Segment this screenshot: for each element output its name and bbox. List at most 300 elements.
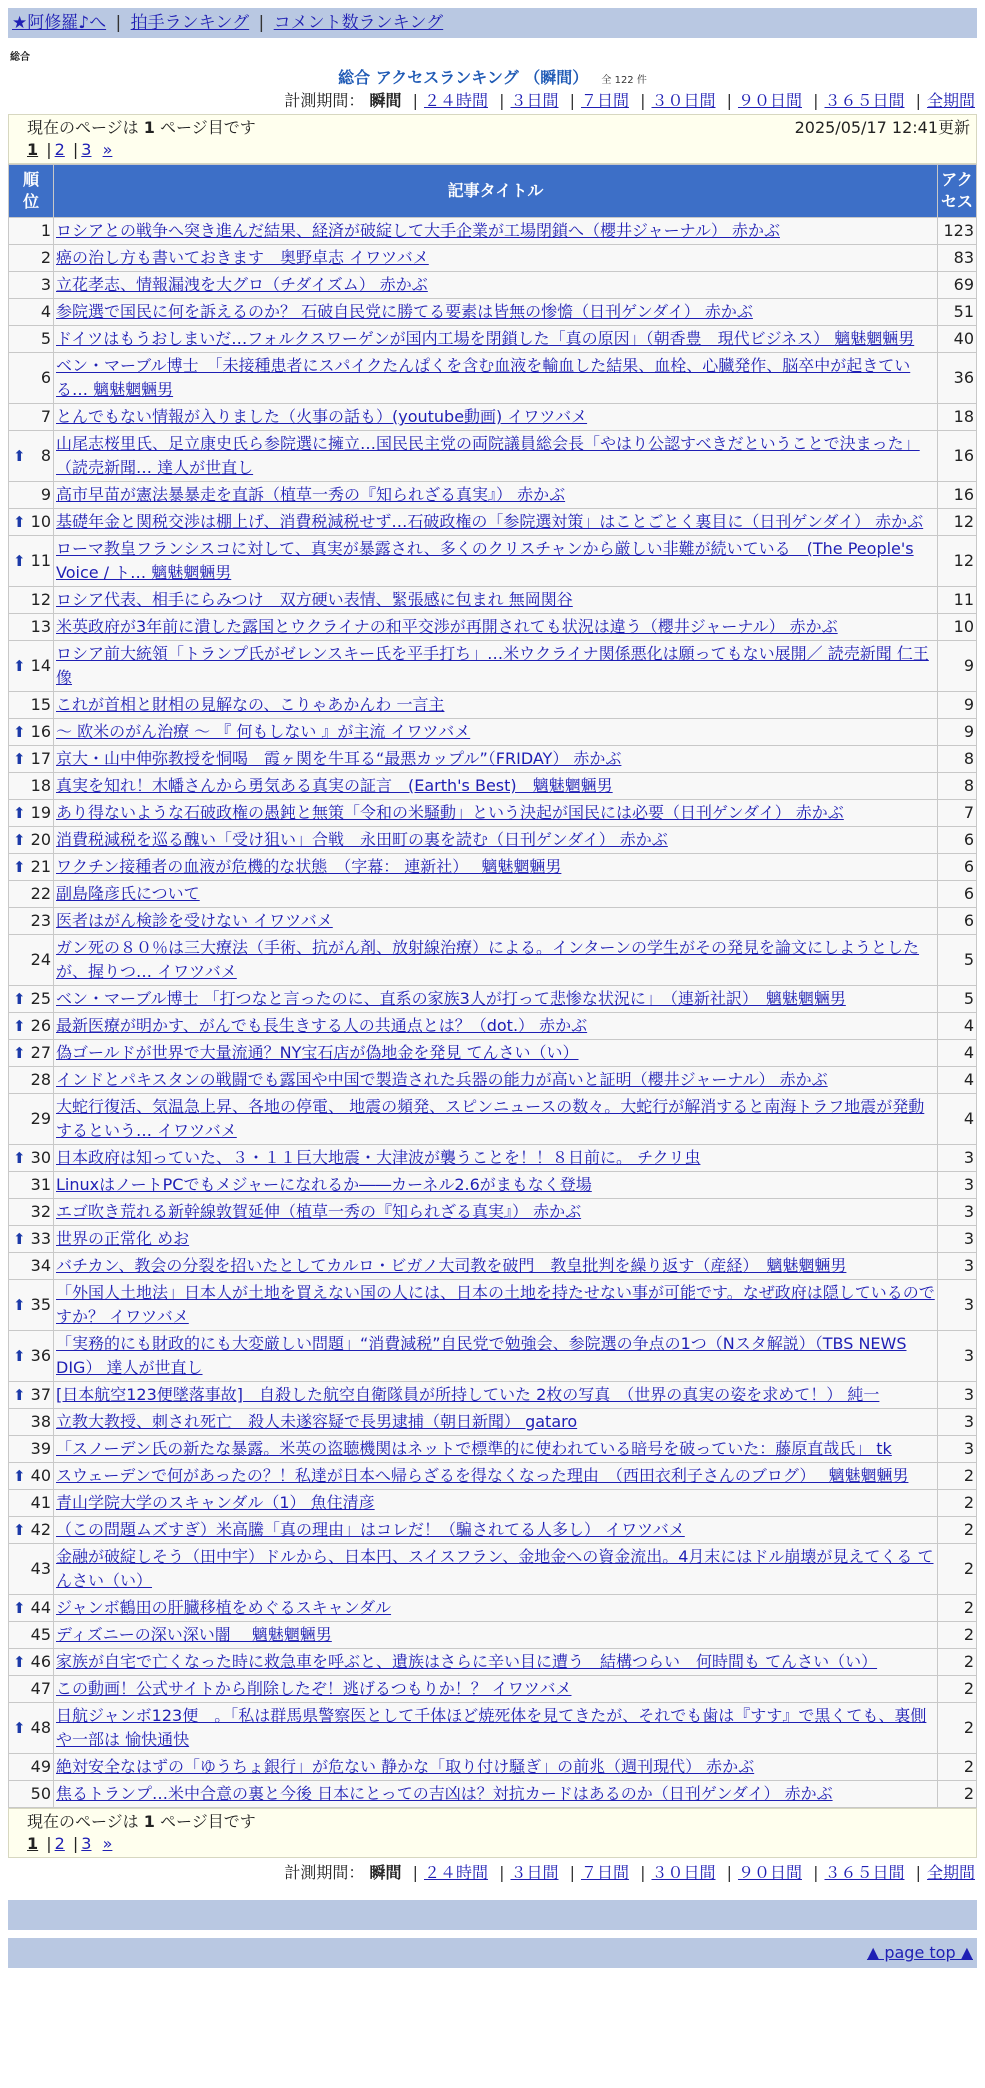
rank-number: 30 [30,1148,51,1167]
rank-cell [9,587,53,613]
page [0,8,985,2088]
period-link-30d[interactable]: ３０日間 [651,91,716,110]
title-cell [54,536,937,586]
article-title-link[interactable]: 「スノーデン氏の新たな暴露。米英の盗聴機関はネットで標準的に使われている暗号を破っていた：藤原直哉氏」 tk [56,1439,892,1458]
rank-cell [9,1253,53,1279]
title-cell [54,1490,937,1516]
table-row [9,1145,976,1171]
article-title-link[interactable]: ガン死の８０％は三大療法（手術、抗がん剤、放射線治療）による。インターンの学生がその発見を論文にしようとしたが、握りつ… イワツバメ [56,938,920,981]
table-row [9,509,976,535]
rank-cell [9,326,53,352]
article-title-link[interactable]: （この問題ムズすぎ）米高騰「真の理由」はコレだ！（騙されてる人多し） イワツバメ [56,1520,685,1539]
article-title-link[interactable]: ジャンボ鶴田の肝臓移植をめぐるスキャンダル [56,1598,392,1617]
access-count: 5 [938,986,976,1012]
access-count: 3 [938,1331,976,1381]
article-title-link[interactable]: この動画！公式サイトから削除したぞ！逃げるつもりか！？ イワツバメ [56,1679,572,1698]
article-title-link[interactable]: 偽ゴールドが世界で大量流通？NY宝石店が偽地金を発見 てんさい（い） [56,1043,579,1062]
article-title-link[interactable]: 大蛇行復活、気温急上昇、各地の停電、 地震の頻発、スピンニュースの数々。大蛇行が解消すると南海トラフ地震が発動するという… イワツバメ [56,1097,925,1140]
article-title-link[interactable]: 山尾志桜里氏、足立康史氏ら参院選に擁立…国民民主党の両院議員総会長「やはり公認すべきだということで決まった」（読売新聞… 達人が世直し [56,434,920,477]
title-cell [54,1226,937,1252]
rank-cell [9,773,53,799]
rank-number: 9 [40,485,51,504]
access-count: 2 [938,1463,976,1489]
page-link-3[interactable]: 3 [81,1834,92,1853]
access-count: 2 [938,1517,976,1543]
rank-number: 41 [30,1493,51,1512]
article-title-link[interactable]: 絶対安全なはずの「ゆうちょ銀行」が危ない 静かな「取り付け騒ぎ」の前兆（週刊現代） 赤かぶ [56,1757,755,1776]
rank-cell [9,1490,53,1516]
rank-cell [9,1094,53,1144]
table-row [9,1676,976,1702]
title-cell [54,908,937,934]
access-count: 2 [938,1544,976,1594]
period-link-365d[interactable]: ３６５日間 [824,91,905,110]
rank-number: 22 [30,884,51,903]
rank-number: 36 [30,1346,51,1365]
table-row [9,1781,976,1807]
table-row [9,1754,976,1780]
ranking-table [8,164,977,1808]
current-page-pre: 現在のページは [27,1812,144,1831]
article-title-link[interactable]: あり得ないような石破政権の愚鈍と無策「令和の米騒動」という決起が国民には必要（日刊ゲンダイ） 赤かぶ [56,803,844,822]
article-title-link[interactable]: バチカン、教会の分裂を招いたとしてカルロ・ビガノ大司教を破門 教皇批判を繰り返す（産経） 魑魅魍魎男 [56,1256,847,1275]
rank-cell [9,1172,53,1198]
access-count: 10 [938,614,976,640]
access-count: 6 [938,881,976,907]
page-link-3[interactable]: 3 [81,140,92,159]
article-title-link[interactable]: 立教大教授、刺され死亡 殺人未遂容疑で長男逮捕（朝日新聞） gataro [56,1412,578,1431]
header-rank-label: 順 位 [22,170,39,211]
article-title-link[interactable]: インドとパキスタンの戦闘でも露国や中国で製造された兵器の能力が高いと証明（櫻井ジャーナル） 赤かぶ [56,1070,828,1089]
period-link-all[interactable]: 全期間 [926,91,975,110]
title-cell [54,1145,937,1171]
rank-number: 23 [30,911,51,930]
title-cell [54,1280,937,1330]
access-count: 2 [938,1649,976,1675]
title-cell [54,1067,937,1093]
rank-cell [9,746,53,772]
ranking-title: 総合 アクセスランキング （瞬間） [338,68,589,87]
access-count: 6 [938,854,976,880]
title-cell [54,827,937,853]
title-cell [54,719,937,745]
table-row [9,800,976,826]
table-row [9,245,976,271]
rank-cell [9,1544,53,1594]
article-title-link[interactable]: ベン・マーブル博士 「未接種患者にスパイクたんぱくを含む血液を輸血した結果、血栓、心臓発作、脳卒中が起きている… 魑魅魍魎男 [56,356,911,399]
arrow-up-icon: ⬆ [13,831,26,849]
nav-link-asyura-home[interactable]: ★阿修羅♪へ [12,13,107,33]
title-cell [54,800,937,826]
table-row [9,1280,976,1330]
arrow-up-icon: ⬆ [13,1521,26,1539]
access-count: 2 [938,1676,976,1702]
arrow-up-icon: ⬆ [13,1719,26,1737]
current-page-post: ページ目です [154,118,256,137]
period-current: 瞬間 [369,91,402,110]
table-row [9,536,976,586]
rank-cell [9,986,53,1012]
rank-number: 37 [30,1385,51,1404]
page-link-2[interactable]: 2 [54,1834,65,1853]
table-row [9,641,976,691]
access-count: 8 [938,746,976,772]
article-title-link[interactable]: スウェーデンで何があったの？！私達が日本へ帰らざるを得なくなった理由 （西田衣利子さんのブログ） 魑魅魍魎男 [56,1466,909,1485]
access-count: 123 [938,218,976,244]
rank-number: 49 [30,1757,51,1776]
title-cell [54,1013,937,1039]
page-links: 1 | 2 | 3 » [27,140,113,159]
table-row [9,1409,976,1435]
article-title-link[interactable]: 日航ジャンボ123便 。「私は群馬県警察医として千体ほど焼死体を見てきたが、それでも歯は『すす』で黒くても、裏側や一部は 愉快通快 [56,1706,927,1749]
article-title-link[interactable]: LinuxはノートPCでもメジャーになれるか――カーネル2.6がまもなく登場 [56,1175,592,1194]
access-count: 36 [938,353,976,403]
article-title-link[interactable]: 焦るトランプ…米中合意の裏と今後 日本にとっての吉凶は？対抗カードはあるのか（日刊ゲンダイ） 赤かぶ [56,1784,833,1803]
rank-number: 48 [30,1718,51,1737]
arrow-up-icon: ⬆ [13,1044,26,1062]
title-cell [54,692,937,718]
table-row [9,218,976,244]
title-cell [54,881,937,907]
rank-number: 3 [40,275,51,294]
article-title-link[interactable]: 副島隆彦氏について [56,884,200,903]
title-cell [54,986,937,1012]
rank-number: 34 [30,1256,51,1275]
rank-number: 5 [40,329,51,348]
access-count: 3 [938,1382,976,1408]
rank-number: 27 [30,1043,51,1062]
article-title-link[interactable]: 家族が自宅で亡くなった時に救急車を呼ぶと、遺族はさらに辛い目に遭う 結構つらい 何時間も てんさい（い） [56,1652,878,1671]
rank-cell [9,881,53,907]
title-cell [54,1436,937,1462]
period-label: 計測期間： [284,1863,365,1882]
title-cell [54,218,937,244]
period-label: 計測期間： [284,91,365,110]
title-cell [54,1409,937,1435]
rank-cell [9,482,53,508]
table-row [9,299,976,325]
table-row [9,1436,976,1462]
rank-number: 10 [30,512,51,531]
article-title-link[interactable]: ベン・マーブル博士 「打つなと言ったのに、直系の家族3人が打って悲惨な状況に」 （連新社訳） 魑魅魍魎男 [56,989,846,1008]
title-cell [54,272,937,298]
title-cell [54,1040,937,1066]
table-row [9,881,976,907]
access-count: 4 [938,1013,976,1039]
article-title-link[interactable]: 参院選で国民に何を訴えるのか？ 石破自民党に勝てる要素は皆無の惨憺（日刊ゲンダイ） 赤かぶ [56,302,753,321]
ranking-heading [8,66,977,90]
article-title-link[interactable]: 「外国人土地法」日本人が土地を買えない国の人には、日本の土地を持たせない事が可能です。なぜ政府は隠しているのですか？ イワツバメ [56,1283,935,1326]
article-title-link[interactable]: 高市早苗が憲法暴暴走を直訴（植草一秀の『知られざる真実』） 赤かぶ [56,485,566,504]
period-link-3d[interactable]: ３日間 [510,91,559,110]
access-count: 69 [938,272,976,298]
article-title-link[interactable]: とんでもない情報が入りました（火事の話も）(youtube動画) イワツバメ [56,407,588,426]
access-count: 3 [938,1253,976,1279]
table-row [9,326,976,352]
title-cell [54,773,937,799]
top-nav-bar [8,8,977,38]
pager-top [8,114,977,164]
title-cell [54,641,937,691]
table-row [9,908,976,934]
period-link-7d[interactable]: ７日間 [580,91,629,110]
table-row [9,1331,976,1381]
table-row [9,854,976,880]
rank-cell [9,1382,53,1408]
period-link-90d[interactable]: ９０日間 [737,1863,802,1882]
access-count: 4 [938,1067,976,1093]
article-title-link[interactable]: 世界の正常化 めお [56,1229,190,1248]
access-count: 6 [938,908,976,934]
rank-number: 46 [30,1652,51,1671]
access-count: 9 [938,641,976,691]
title-cell [54,1382,937,1408]
article-title-link[interactable]: 「実務的にも財政的にも大変厳しい問題」“消費減税”自民党で勉強会、参院選の争点の1つ（Nスタ解説）（TBS NEWS DIG） 達人が世直し [56,1334,907,1377]
rank-cell [9,509,53,535]
table-row [9,1544,976,1594]
rank-cell [9,908,53,934]
period-link-30d[interactable]: ３０日間 [651,1863,716,1882]
title-cell [54,614,937,640]
rank-number: 45 [30,1625,51,1644]
rank-cell [9,1199,53,1225]
article-title-link[interactable]: ～ 欧米のがん治療 ～ 『 何もしない 』が主流 イワツバメ [56,722,471,741]
title-cell [54,1172,937,1198]
title-cell [54,1094,937,1144]
rank-cell [9,719,53,745]
rank-cell [9,1226,53,1252]
article-title-link[interactable]: ドイツはもうおしまいだ…フォルクスワーゲンが国内工場を閉鎖した「真の原因」（朝香豊 現代ビジネス） 魑魅魍魎男 [56,329,915,348]
header-access-label: アク セス [940,170,973,211]
title-cell [54,299,937,325]
article-title-link[interactable]: 金融が破綻しそう（田中宇）ドルから、日本円、スイスフラン、金地金への資金流出。4月末にはドル崩壊が見えてくる てんさい（い） [56,1547,934,1590]
table-row [9,431,976,481]
rank-cell [9,218,53,244]
rank-number: 32 [30,1202,51,1221]
rank-cell [9,299,53,325]
current-page-text [27,1811,976,1833]
category-label: 総合 [10,52,30,63]
article-title-link[interactable]: 最新医療が明かす、がんでも長生きする人の共通点とは？（dot.） 赤かぶ [56,1016,588,1035]
article-title-link[interactable]: 日本政府は知っていた、３・１１巨大地震・大津波が襲うことを！！８日前に。 チクリ虫 [56,1148,701,1167]
article-title-link[interactable]: [日本航空123便墜落事故] 自殺した航空自衛隊員が所持していた 2枚の写真 （世界の真実の姿を求めて！） 純一 [56,1385,880,1404]
article-title-link[interactable]: ローマ教皇フランシスコに対して、真実が暴露され、多くのクリスチャンから厳しい非難が続いている (The People's Voice / ト… 魑魅魍魎男 [56,539,914,582]
rank-number: 6 [40,368,51,387]
updated-timestamp: 2025/05/17 12:41更新 [794,118,970,137]
rank-cell [9,1067,53,1093]
access-count: 3 [938,1172,976,1198]
period-link-3d[interactable]: ３日間 [510,1863,559,1882]
title-cell [54,1676,937,1702]
page-link-next[interactable]: » [102,1834,113,1853]
access-count: 40 [938,326,976,352]
rank-number: 25 [30,989,51,1008]
rank-number: 21 [30,857,51,876]
title-cell [54,1649,937,1675]
title-cell [54,1331,937,1381]
rank-number: 44 [30,1598,51,1617]
period-link-24h[interactable]: ２４時間 [423,1863,488,1882]
article-title-link[interactable]: 京大・山中伸弥教授を恫喝 霞ヶ関を牛耳る“最悪カップル”（FRIDAY） 赤かぶ [56,749,622,768]
table-row [9,1199,976,1225]
access-count: 7 [938,800,976,826]
rank-number: 29 [30,1109,51,1128]
access-count: 12 [938,536,976,586]
page-top-link[interactable]: ▲ page top ▲ [866,1943,973,1962]
rank-cell [9,1013,53,1039]
rank-number: 26 [30,1016,51,1035]
table-row [9,827,976,853]
access-count: 2 [938,1622,976,1648]
rank-cell [9,1517,53,1543]
table-row [9,272,976,298]
rank-cell [9,1145,53,1171]
article-title-link[interactable]: 基礎年金と関税交渉は棚上げ、消費税減税せず…石破政権の「参院選対策」はことごとく裏目に（日刊ゲンダイ） 赤かぶ [56,512,924,531]
table-row [9,404,976,430]
title-cell [54,1463,937,1489]
article-title-link[interactable]: 米英政府が3年前に潰した露国とウクライナの和平交渉が再開されても状況は違う（櫻井ジャーナル） 赤かぶ [56,617,838,636]
article-title-link[interactable]: 癌の治し方も書いておきます 奥野卓志 イワツバメ [56,248,429,267]
rank-number: 28 [30,1070,51,1089]
arrow-up-icon: ⬆ [13,1386,26,1404]
access-count: 8 [938,773,976,799]
arrow-up-icon: ⬆ [13,990,26,1008]
title-cell [54,854,937,880]
rank-number: 15 [30,695,51,714]
rank-cell [9,431,53,481]
rank-cell [9,1409,53,1435]
rank-number: 43 [30,1559,51,1578]
current-page-number: 1 [143,1812,155,1831]
article-title-link[interactable]: 青山学院大学のスキャンダル（1） 魚住清彦 [56,1493,375,1512]
nav-separator: | [115,13,122,33]
title-cell [54,353,937,403]
rank-number: 38 [30,1412,51,1431]
access-count: 3 [938,1226,976,1252]
rank-number: 12 [30,590,51,609]
arrow-up-icon: ⬆ [13,1347,26,1365]
access-count: 3 [938,1436,976,1462]
article-title-link[interactable]: これが首相と財相の見解なの、こりゃあかんわ 一言主 [56,695,445,714]
rank-number: 31 [30,1175,51,1194]
arrow-up-icon: ⬆ [13,552,26,570]
table-row [9,1172,976,1198]
arrow-up-icon: ⬆ [13,1653,26,1671]
title-cell [54,1544,937,1594]
title-cell [54,1199,937,1225]
article-title-link[interactable]: ワクチン接種者の血液が危機的な状態 （字幕： 連新社） 魑魅魍魎男 [56,857,562,876]
arrow-up-icon: ⬆ [13,1296,26,1314]
rank-number: 39 [30,1439,51,1458]
period-current: 瞬間 [369,1863,402,1882]
title-cell [54,245,937,271]
period-selector-bottom: 計測期間： 瞬間 | ２４時間 | ３日間 | ７日間 | ３０日間 | ９０日間 | ３６５日間 | 全期間 [284,1863,975,1882]
arrow-up-icon: ⬆ [13,1017,26,1035]
access-count: 16 [938,482,976,508]
period-link-365d[interactable]: ３６５日間 [824,1863,905,1882]
rank-cell [9,692,53,718]
arrow-up-icon: ⬆ [13,1149,26,1167]
article-title-link[interactable]: ディズニーの深い深い闇 魑魅魍魎男 [56,1625,332,1644]
rank-number: 20 [30,830,51,849]
table-row [9,1253,976,1279]
table-row [9,1040,976,1066]
nav-link-clap-ranking[interactable]: 拍手ランキング [130,13,250,33]
title-cell [54,404,937,430]
period-link-24h[interactable]: ２４時間 [423,91,488,110]
rank-cell [9,1703,53,1753]
rank-number: 47 [30,1679,51,1698]
access-count: 3 [938,1409,976,1435]
article-title-link[interactable]: 真実を知れ！木幡さんから勇気ある真実の証言 (Earth's Best) 魑魅魍魎男 [56,776,613,795]
access-count: 9 [938,719,976,745]
nav-link-comment-ranking[interactable]: コメント数ランキング [273,13,444,33]
article-title-link[interactable]: ロシアとの戦争へ突き進んだ結果、経済が破綻して大手企業が工場閉鎖へ（櫻井ジャーナル） 赤かぶ [56,221,780,240]
table-row [9,614,976,640]
access-count: 2 [938,1490,976,1516]
title-cell [54,1595,937,1621]
article-title-link[interactable]: 消費税減税を巡る醜い「受け狙い」合戦 永田町の裏を読む（日刊ゲンダイ） 赤かぶ [56,830,668,849]
current-page-pre: 現在のページは [27,118,144,137]
rank-number: 40 [30,1466,51,1485]
period-link-all[interactable]: 全期間 [926,1863,975,1882]
rank-number: 35 [30,1295,51,1314]
article-title-link[interactable]: 立花孝志、情報漏洩を大グロ（チダイズム） 赤かぶ [56,275,428,294]
rank-number: 18 [30,776,51,795]
rank-cell [9,536,53,586]
rank-cell [9,1781,53,1807]
period-link-7d[interactable]: ７日間 [580,1863,629,1882]
article-title-link[interactable]: エゴ吹き荒れる新幹線敦賀延伸（植草一秀の『知られざる真実』） 赤かぶ [56,1202,582,1221]
page-link-2[interactable]: 2 [54,140,65,159]
rank-cell [9,353,53,403]
title-cell [54,1781,937,1807]
arrow-up-icon: ⬆ [13,513,26,531]
rank-cell [9,1649,53,1675]
table-row [9,692,976,718]
page-link-current: 1 [27,140,39,159]
rank-number: 2 [40,248,51,267]
rank-number: 16 [30,722,51,741]
table-row [9,746,976,772]
table-row [9,719,976,745]
title-cell [54,431,937,481]
access-count: 3 [938,1145,976,1171]
rank-number: 11 [30,551,51,570]
page-link-next[interactable]: » [102,140,113,159]
period-selector-top: 計測期間： 瞬間 | ２４時間 | ３日間 | ７日間 | ３０日間 | ９０日間 | ３６５日間 | 全期間 [284,91,975,110]
title-cell [54,1253,937,1279]
article-title-link[interactable]: ロシア前大統領「トランプ氏がゼレンスキー氏を平手打ち」…米ウクライナ関係悪化は願ってもない展開／ 読売新聞 仁王像 [56,644,929,687]
rank-cell [9,1754,53,1780]
article-title-link[interactable]: 医者はがん検診を受けない イワツバメ [56,911,333,930]
period-link-90d[interactable]: ９０日間 [737,91,802,110]
title-cell [54,482,937,508]
rank-number: 17 [30,749,51,768]
arrow-up-icon: ⬆ [13,858,26,876]
title-cell [54,1622,937,1648]
access-count: 83 [938,245,976,271]
title-cell [54,935,937,985]
table-row [9,482,976,508]
article-title-link[interactable]: ロシア代表、相手にらみつけ 双方硬い表情、緊張感に包まれ 無岡関谷 [56,590,573,609]
ranking-count: 全 122 件 [601,75,647,86]
table-row [9,1094,976,1144]
rank-cell [9,272,53,298]
rank-cell [9,935,53,985]
title-cell [54,746,937,772]
header-title: 記事タイトル [54,165,937,217]
